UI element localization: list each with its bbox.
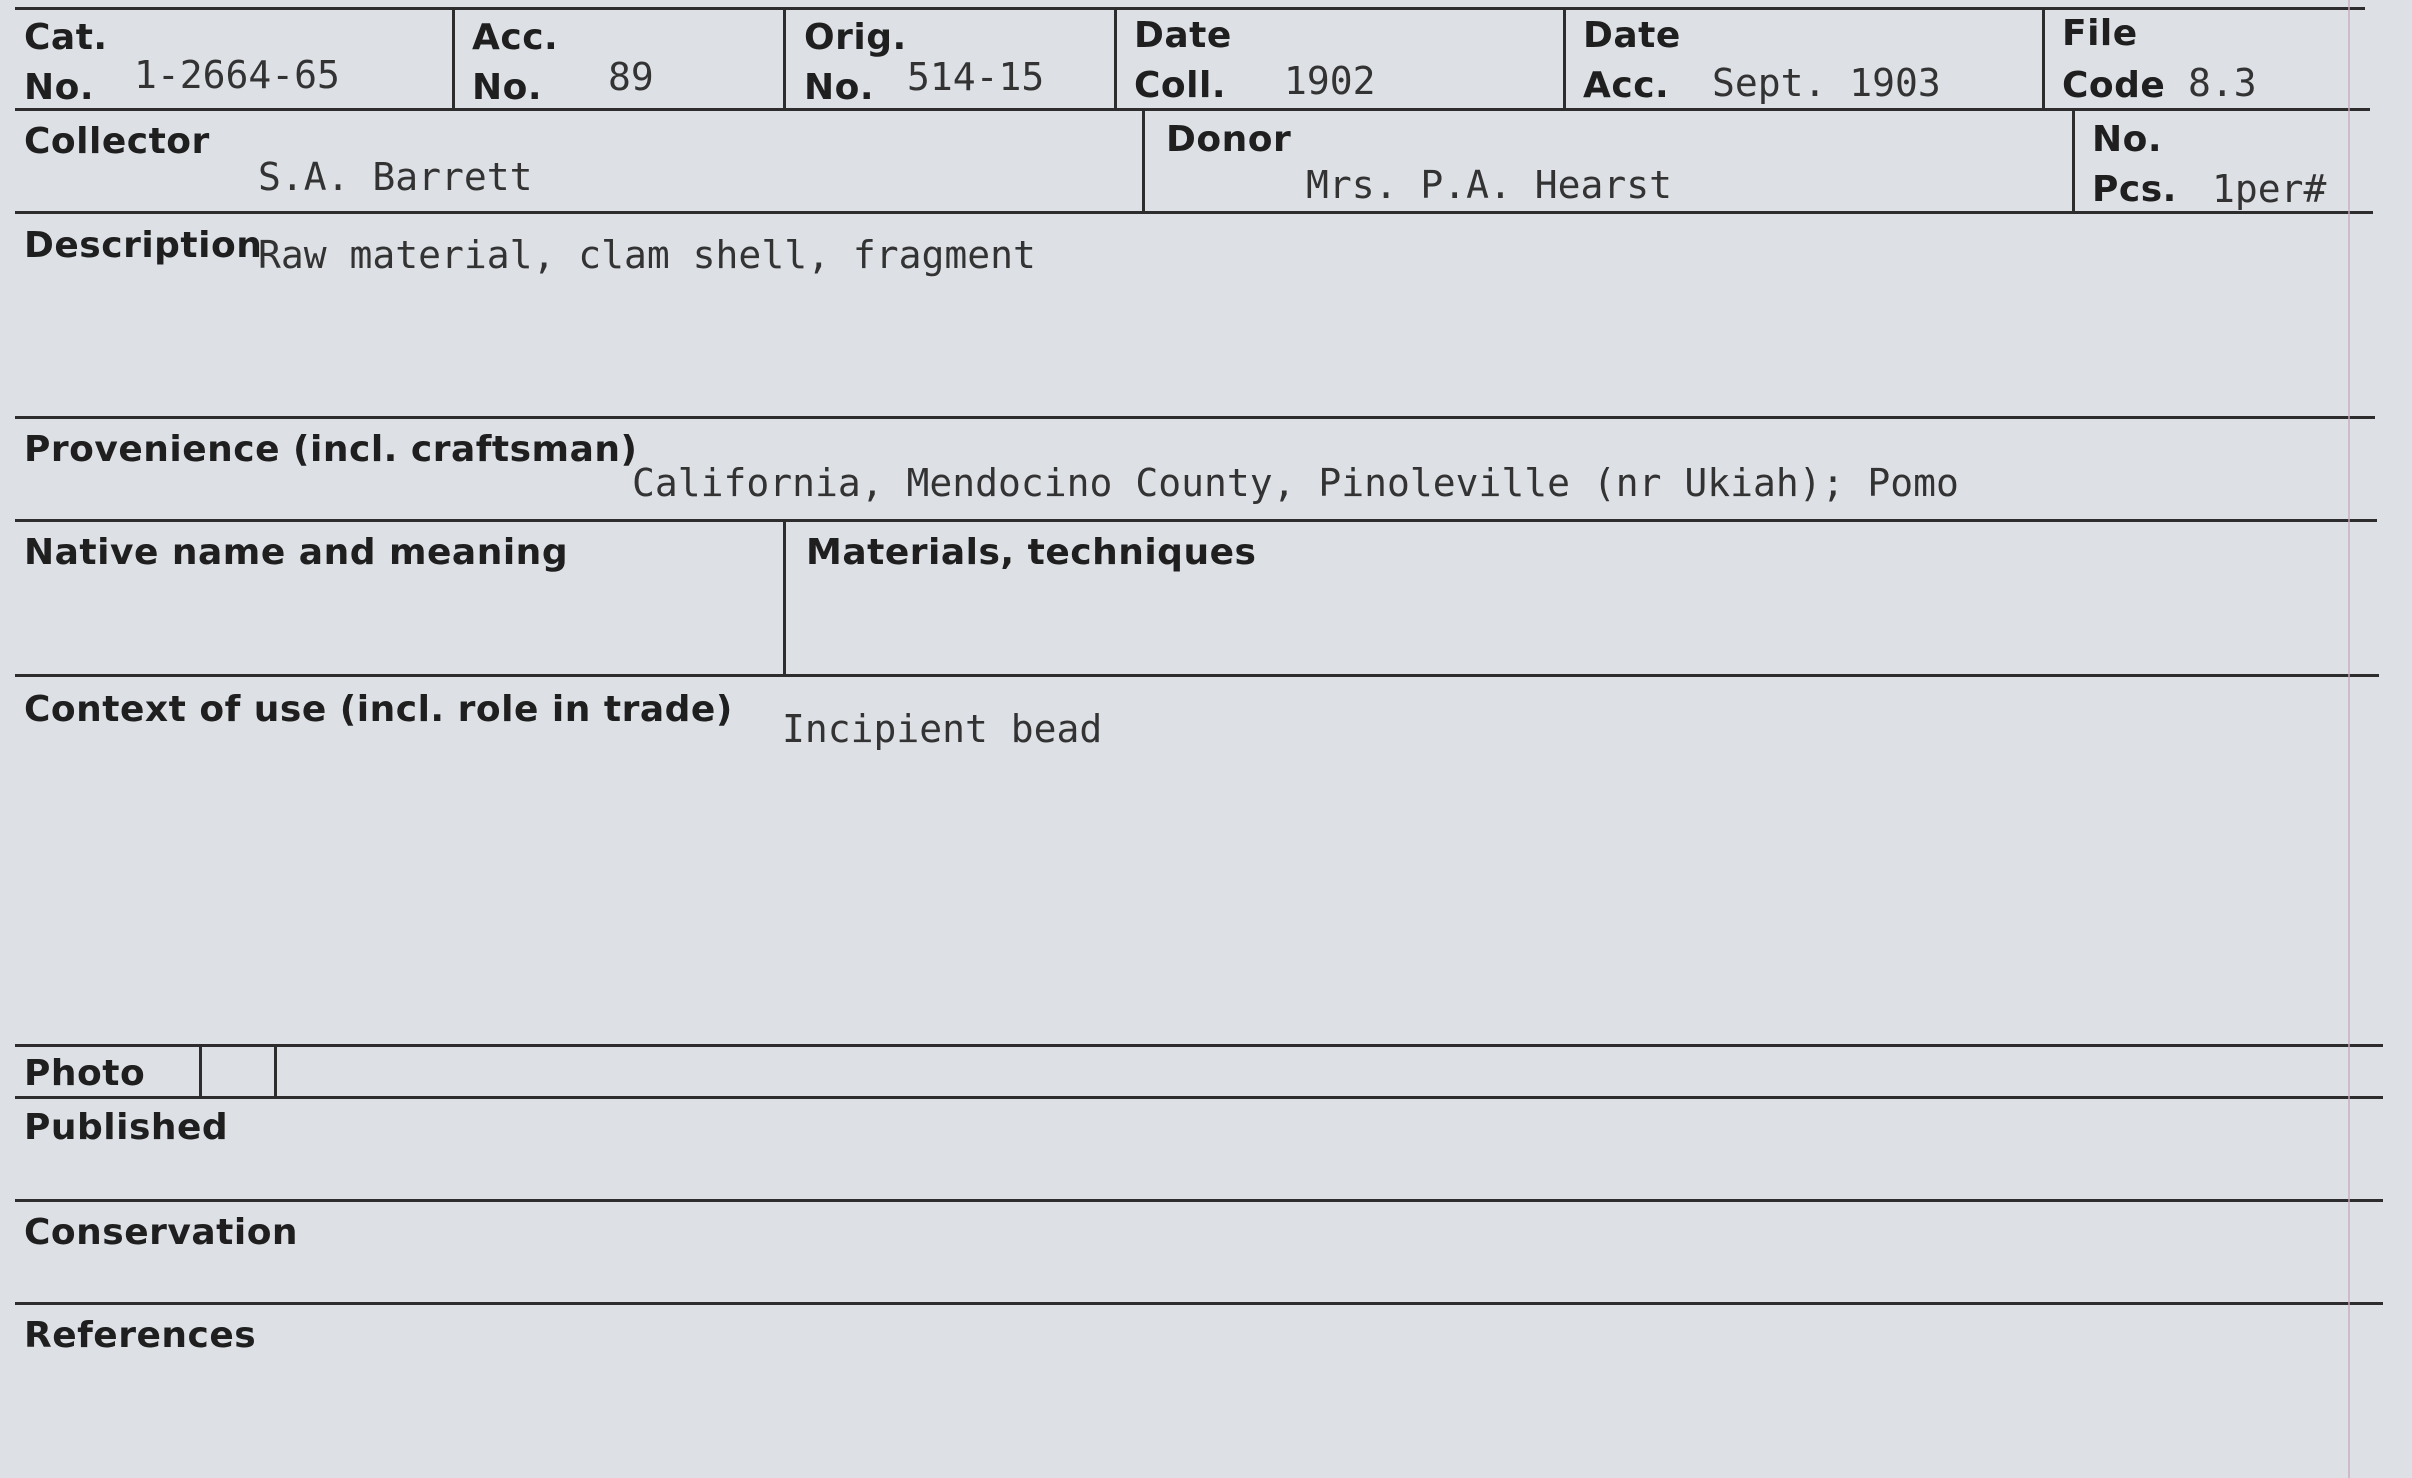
orig-number: 514-15 bbox=[907, 55, 1045, 99]
acc-label: Acc. bbox=[472, 17, 559, 58]
date-collected: 1902 bbox=[1284, 59, 1376, 103]
divider-acc-orig bbox=[783, 7, 786, 111]
rule-row1 bbox=[15, 108, 2370, 111]
rule-top bbox=[15, 7, 2365, 10]
references-label: References bbox=[24, 1315, 257, 1356]
photo-box-right bbox=[274, 1046, 277, 1098]
orig-no-label: No. bbox=[804, 67, 875, 108]
divider-datecoll-dateacc bbox=[1563, 7, 1566, 111]
code-label: Code bbox=[2062, 65, 2166, 106]
pcs-no-label: No. bbox=[2092, 119, 2163, 160]
cat-number: 1-2664-65 bbox=[134, 53, 340, 97]
date-coll-label: Date bbox=[1134, 15, 1232, 56]
cat-label: Cat. bbox=[24, 17, 108, 58]
conservation-label: Conservation bbox=[24, 1212, 299, 1253]
divider-native-materials bbox=[783, 521, 786, 677]
file-code: 8.3 bbox=[2188, 61, 2257, 105]
collector-label: Collector bbox=[24, 121, 210, 162]
rule-provenience bbox=[15, 519, 2377, 522]
pcs-label: Pcs. bbox=[2092, 169, 2177, 210]
rule-native bbox=[15, 674, 2379, 677]
collector-name: S.A. Barrett bbox=[258, 155, 533, 199]
provenience-text: California, Mendocino County, Pinoleville (nr Ukiah); Pomo bbox=[632, 461, 1959, 505]
donor-label: Donor bbox=[1166, 119, 1292, 160]
divider-dateacc-file bbox=[2042, 7, 2045, 111]
pieces-count: 1per# bbox=[2212, 167, 2327, 211]
context-text: Incipient bead bbox=[782, 707, 1103, 751]
acc-number: 89 bbox=[608, 55, 654, 99]
description-text: Raw material, clam shell, fragment bbox=[258, 233, 1036, 277]
donor-name: Mrs. P.A. Hearst bbox=[1306, 163, 1673, 207]
acc-date-label: Acc. bbox=[1583, 65, 1670, 106]
cat-no-label: No. bbox=[24, 67, 95, 108]
coll-label: Coll. bbox=[1134, 65, 1227, 106]
divider-collector-donor bbox=[1142, 110, 1145, 214]
divider-orig-datecoll bbox=[1114, 7, 1117, 111]
provenience-label: Provenience (incl. craftsman) bbox=[24, 429, 638, 470]
context-label: Context of use (incl. role in trade) bbox=[24, 689, 733, 730]
rule-published bbox=[15, 1199, 2383, 1202]
rule-conservation bbox=[15, 1302, 2383, 1305]
rule-row2 bbox=[15, 211, 2373, 214]
divider-donor-pcs bbox=[2072, 110, 2075, 214]
description-label: Description bbox=[24, 225, 263, 266]
rule-photo bbox=[15, 1096, 2383, 1099]
orig-label: Orig. bbox=[804, 17, 907, 58]
published-label: Published bbox=[24, 1107, 229, 1148]
card-edge-mark bbox=[2348, 0, 2350, 1478]
date-acc-label: Date bbox=[1583, 15, 1681, 56]
rule-context bbox=[15, 1044, 2383, 1047]
file-label: File bbox=[2062, 13, 2138, 54]
rule-description bbox=[15, 416, 2375, 419]
divider-cat-acc bbox=[452, 7, 455, 111]
photo-box-left bbox=[199, 1046, 202, 1098]
native-name-label: Native name and meaning bbox=[24, 532, 569, 573]
acc-no-label: No. bbox=[472, 67, 543, 108]
materials-label: Materials, techniques bbox=[806, 532, 1257, 573]
photo-label: Photo bbox=[24, 1053, 146, 1094]
date-accessioned: Sept. 1903 bbox=[1712, 61, 1941, 105]
